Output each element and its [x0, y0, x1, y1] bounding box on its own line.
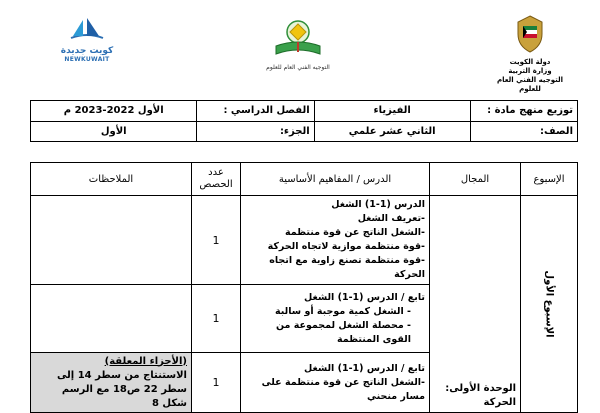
notes-cell: [31, 353, 192, 413]
ministry-logo: [490, 14, 570, 94]
notes-title: (الأجزاء المعلقة): [104, 355, 187, 367]
semester-label: الفصل الدراسي :: [197, 101, 314, 122]
sail-emblem-icon: [63, 16, 111, 42]
count-cell: 1: [192, 196, 241, 285]
table-row: [31, 196, 578, 285]
ministry-small: دولة الكويت: [509, 58, 551, 66]
header-lesson: الدرس / المفاهيم الأساسية: [241, 163, 430, 196]
lesson-bullets: [245, 305, 425, 347]
week-cell: [521, 196, 578, 413]
lesson-cell: [241, 285, 430, 353]
grade-label: الصف:: [470, 121, 577, 142]
ministry-emblem-icon: [512, 14, 548, 54]
count-cell: 1: [192, 285, 241, 353]
lesson-bullet: - الشغل كمية موجبة أو سالبة: [245, 305, 411, 319]
new-kuwait-logo: [46, 16, 128, 63]
lesson-cell: [241, 353, 430, 413]
lesson-line: -الشغل الناتج عن قوة منتظمة على مسار منحني: [261, 376, 425, 402]
lesson-cell: [241, 196, 430, 285]
notes-body: الاستنتاج من سطر 14 إلى سطر 22 ص18 مع الرسم شكل 8: [56, 369, 187, 409]
lesson-line: -قوة منتظمة تصنع زاوية مع اتجاه الحركة: [269, 255, 425, 280]
lesson-line: الدرس (1-1) الشغل: [331, 199, 425, 210]
lesson-line: تابع / الدرس (1-1) الشغل: [303, 291, 425, 303]
week-label: الإسبوع الأول: [543, 270, 555, 338]
header-count: عدد الحصص: [192, 163, 241, 196]
lesson-bullet: - محصلة الشغل لمجموعة من القوى المنتظمة: [245, 319, 411, 347]
info-row-2: [31, 121, 578, 142]
subject-value: الفيزياء: [314, 101, 470, 122]
header-row: [31, 163, 578, 196]
header-notes: الملاحظات: [31, 163, 192, 196]
semester-value: الأول 2022-2023 م: [31, 101, 197, 122]
part-label: الجزء:: [197, 121, 314, 142]
lesson-line: -قوة منتظمة موازية لاتجاه الحركة: [267, 241, 425, 252]
kuwait-script: كويت جديدة: [60, 46, 114, 56]
center-caption: التوجيه الفني العام للعلوم: [266, 64, 330, 71]
ministry-dept: التوجيه الفني العام للعلوم: [496, 76, 564, 93]
distribution-label: توزيع منهج مادة :: [470, 101, 577, 122]
ministry-name: وزارة التربية: [508, 67, 552, 75]
field-cell: [430, 196, 521, 413]
count-cell: 1: [192, 353, 241, 413]
grade-value: الثاني عشر علمي: [314, 121, 470, 142]
science-guidance-logo: [238, 16, 358, 72]
info-table: [30, 100, 578, 142]
header-week: الإسبوع: [521, 163, 578, 196]
lesson-line: تابع / الدرس (1-1) الشغل: [303, 362, 425, 374]
lesson-line: -الشغل الناتج عن قوة منتظمة: [284, 227, 425, 238]
part-value: الأول: [31, 121, 197, 142]
field-label: الوحدة الأولى: الحركة: [445, 383, 516, 408]
kuwait-brand: NEWKUWAIT: [64, 56, 110, 63]
notes-cell: [31, 196, 192, 285]
book-emblem-icon: [268, 16, 328, 60]
header-field: المجال: [430, 163, 521, 196]
notes-cell: [31, 285, 192, 353]
lesson-line: -تعريف الشغل: [357, 213, 425, 224]
curriculum-table: [30, 162, 578, 413]
info-row-1: [31, 101, 578, 122]
